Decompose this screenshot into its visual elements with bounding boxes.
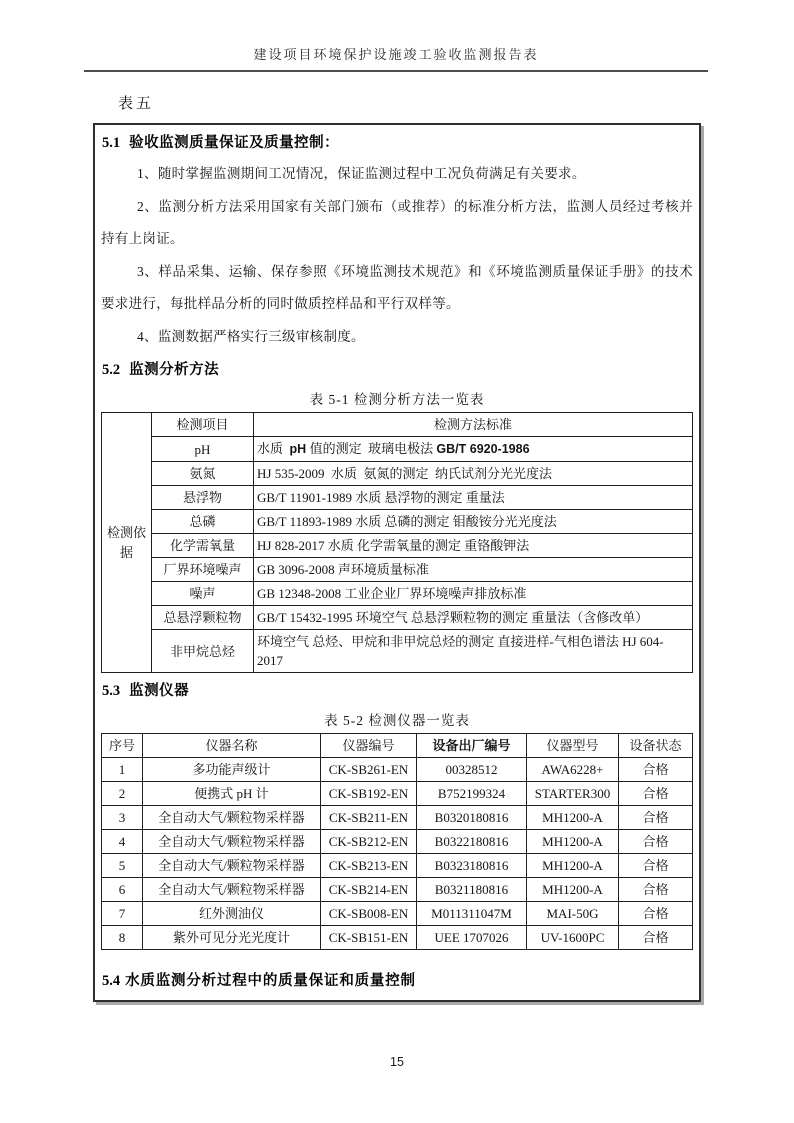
content-box [93, 123, 701, 1002]
instrument-name-cell: 全自动大气/颗粒物采样器 [143, 854, 321, 878]
method-item-cell: 噪声 [152, 582, 254, 606]
section-5-1-number: 5.1 [102, 135, 121, 151]
model-no-cell: MAI-50G [527, 902, 619, 926]
section-5-1-heading [102, 132, 693, 154]
method-standard-text: HJ 828-2017 水质 化学需氧量的测定 重铬酸钾法 [257, 538, 530, 553]
section-5-3-heading [102, 680, 693, 702]
section-5-3-title: 监测仪器 [129, 683, 190, 699]
methods-table-row [102, 510, 693, 534]
methods-table-row [102, 606, 693, 630]
instruments-header-cell: 仪器型号 [527, 734, 619, 758]
instrument-code-cell: CK-SB192-EN [321, 782, 417, 806]
method-item-cell: 总悬浮颗粒物 [152, 606, 254, 630]
page-number: 15 [390, 1055, 404, 1069]
instrument-name-cell: 便携式 pH 计 [143, 782, 321, 806]
method-standard-text: GB/T 11893-1989 水质 总磷的测定 钼酸铵分光光度法 [257, 514, 557, 529]
factory-no-cell: B752199324 [417, 782, 527, 806]
instrument-code-cell: CK-SB214-EN [321, 878, 417, 902]
instruments-table [101, 733, 693, 950]
method-standard-text: GB 12348-2008 工业企业厂界环境噪声排放标准 [257, 586, 527, 601]
instruments-table-row [102, 806, 693, 830]
factory-no-cell: 00328512 [417, 758, 527, 782]
method-standard-cell [254, 582, 693, 606]
method-item-cell: 非甲烷总烃 [152, 630, 254, 673]
instrument-name-cell: 全自动大气/颗粒物采样器 [143, 830, 321, 854]
table-five-label: 表五 [118, 96, 155, 112]
model-no-cell: MH1200-A [527, 830, 619, 854]
method-standard-text: GB/T 15432-1995 环境空气 总悬浮颗粒物的测定 重量法（含修改单） [257, 610, 649, 625]
instrument-name-cell: 紫外可见分光光度计 [143, 926, 321, 950]
serial-no-cell: 8 [102, 926, 143, 950]
factory-no-cell: B0320180816 [417, 806, 527, 830]
methods-table-row [102, 437, 693, 462]
method-standard-cell [254, 462, 693, 486]
methods-header-cell: 检测方法标准 [254, 413, 693, 437]
qa-paragraph-1: 1、随时掌握监测期间工况情况，保证监测过程中工况负荷满足有关要求。 [137, 166, 586, 181]
method-item-cell: 氨氮 [152, 462, 254, 486]
methods-table-body [102, 413, 693, 673]
instruments-table-row [102, 782, 693, 806]
method-standard-text: GB 3096-2008 声环境质量标准 [257, 562, 429, 577]
section-5-2-number: 5.2 [102, 362, 121, 378]
serial-no-cell: 5 [102, 854, 143, 878]
qa-paragraph-2: 2、监测分析方法采用国家有关部门颁布（或推荐）的标准分析方法，监测人员经过考核并持有上岗证。 [101, 198, 693, 246]
section-5-1-title: 验收监测质量保证及质量控制： [129, 135, 340, 151]
methods-table-caption: 表 5-1 检测分析方法一览表 [309, 392, 485, 407]
instruments-table-row [102, 902, 693, 926]
status-cell: 合格 [619, 878, 693, 902]
method-standard-text: HJ 535-2009 水质 氨氮的测定 纳氏试剂分光光度法 [257, 466, 553, 481]
status-cell: 合格 [619, 830, 693, 854]
methods-table-row [102, 486, 693, 510]
method-item-cell: 总磷 [152, 510, 254, 534]
method-standard-text: GB/T 11901-1989 水质 悬浮物的测定 重量法 [257, 490, 505, 505]
methods-table-row [102, 462, 693, 486]
methods-table-row [102, 630, 693, 673]
instruments-header-row [102, 734, 693, 758]
status-cell: 合格 [619, 854, 693, 878]
factory-no-cell: UEE 1707026 [417, 926, 527, 950]
method-standard-code: pH [289, 442, 310, 456]
methods-side-label: 检测依据 [102, 413, 152, 673]
model-no-cell: MH1200-A [527, 854, 619, 878]
serial-no-cell: 2 [102, 782, 143, 806]
methods-header-row [102, 413, 693, 437]
serial-no-cell: 4 [102, 830, 143, 854]
factory-no-cell: B0321180816 [417, 878, 527, 902]
method-standard-cell [254, 534, 693, 558]
section-5-4-title: 水质监测分析过程中的质量保证和质量控制 [125, 973, 416, 989]
instrument-name-cell: 全自动大气/颗粒物采样器 [143, 878, 321, 902]
method-standard-cell [254, 510, 693, 534]
methods-header-cell: 检测项目 [152, 413, 254, 437]
running-head [84, 44, 708, 72]
instruments-header-cell: 设备出厂编号 [417, 734, 527, 758]
status-cell: 合格 [619, 926, 693, 950]
status-cell: 合格 [619, 806, 693, 830]
serial-no-cell: 3 [102, 806, 143, 830]
method-standard-cell [254, 606, 693, 630]
method-standard-text: 值的测定 玻璃电极法 [309, 441, 437, 456]
methods-table-row [102, 558, 693, 582]
method-item-cell: pH [152, 437, 254, 462]
section-5-2-title: 监测分析方法 [129, 362, 220, 378]
model-no-cell: MH1200-A [527, 878, 619, 902]
factory-no-cell: B0323180816 [417, 854, 527, 878]
instruments-table-row [102, 878, 693, 902]
model-no-cell: UV-1600PC [527, 926, 619, 950]
section-5-4-heading [102, 970, 693, 992]
status-cell: 合格 [619, 758, 693, 782]
method-standard-cell [254, 630, 693, 673]
model-no-cell: AWA6228+ [527, 758, 619, 782]
instruments-header-cell: 设备状态 [619, 734, 693, 758]
instruments-header-cell: 仪器编号 [321, 734, 417, 758]
factory-no-cell: B0322180816 [417, 830, 527, 854]
instruments-table-row [102, 830, 693, 854]
model-no-cell: STARTER300 [527, 782, 619, 806]
section-5-3-number: 5.3 [102, 683, 121, 699]
instrument-code-cell: CK-SB213-EN [321, 854, 417, 878]
qa-paragraph-4: 4、监测数据严格实行三级审核制度。 [137, 328, 365, 344]
instrument-name-cell: 红外测油仪 [143, 902, 321, 926]
qa-paragraph-3: 3、样品采集、运输、保存参照《环境监测技术规范》和《环境监测质量保证手册》的技术要求进行，每批样品分析的同时做质控样品和平行双样等。 [101, 263, 693, 311]
factory-no-cell: M011311047M [417, 902, 527, 926]
method-standard-cell [254, 437, 693, 462]
serial-no-cell: 6 [102, 878, 143, 902]
instrument-name-cell: 全自动大气/颗粒物采样器 [143, 806, 321, 830]
method-standard-code: GB/T 6920-1986 [436, 442, 530, 456]
instruments-header-cell: 序号 [102, 734, 143, 758]
methods-table-row [102, 534, 693, 558]
method-standard-text: 环境空气 总烃、甲烷和非甲烷总烃的测定 直接进样-气相色谱法 HJ 604-2017 [257, 634, 664, 668]
section-5-2-heading [102, 359, 693, 381]
instruments-table-body [102, 734, 693, 950]
instrument-code-cell: CK-SB211-EN [321, 806, 417, 830]
instrument-code-cell: CK-SB008-EN [321, 902, 417, 926]
instrument-name-cell: 多功能声级计 [143, 758, 321, 782]
serial-no-cell: 1 [102, 758, 143, 782]
model-no-cell: MH1200-A [527, 806, 619, 830]
page-header-title: 建设项目环境保护设施竣工验收监测报告表 [253, 47, 539, 62]
section-5-4-number: 5.4 [102, 973, 121, 989]
serial-no-cell: 7 [102, 902, 143, 926]
instrument-code-cell: CK-SB261-EN [321, 758, 417, 782]
instruments-table-row [102, 854, 693, 878]
status-cell: 合格 [619, 782, 693, 806]
method-item-cell: 厂界环境噪声 [152, 558, 254, 582]
method-item-cell: 悬浮物 [152, 486, 254, 510]
methods-table-row [102, 582, 693, 606]
instrument-code-cell: CK-SB151-EN [321, 926, 417, 950]
method-standard-cell [254, 486, 693, 510]
instruments-table-row [102, 758, 693, 782]
instruments-header-cell: 仪器名称 [143, 734, 321, 758]
instruments-table-caption: 表 5-2 检测仪器一览表 [324, 713, 470, 728]
instrument-code-cell: CK-SB212-EN [321, 830, 417, 854]
methods-table [101, 412, 693, 673]
status-cell: 合格 [619, 902, 693, 926]
instruments-table-row [102, 926, 693, 950]
method-standard-text: 水质 [257, 441, 290, 456]
method-standard-cell [254, 558, 693, 582]
method-item-cell: 化学需氧量 [152, 534, 254, 558]
